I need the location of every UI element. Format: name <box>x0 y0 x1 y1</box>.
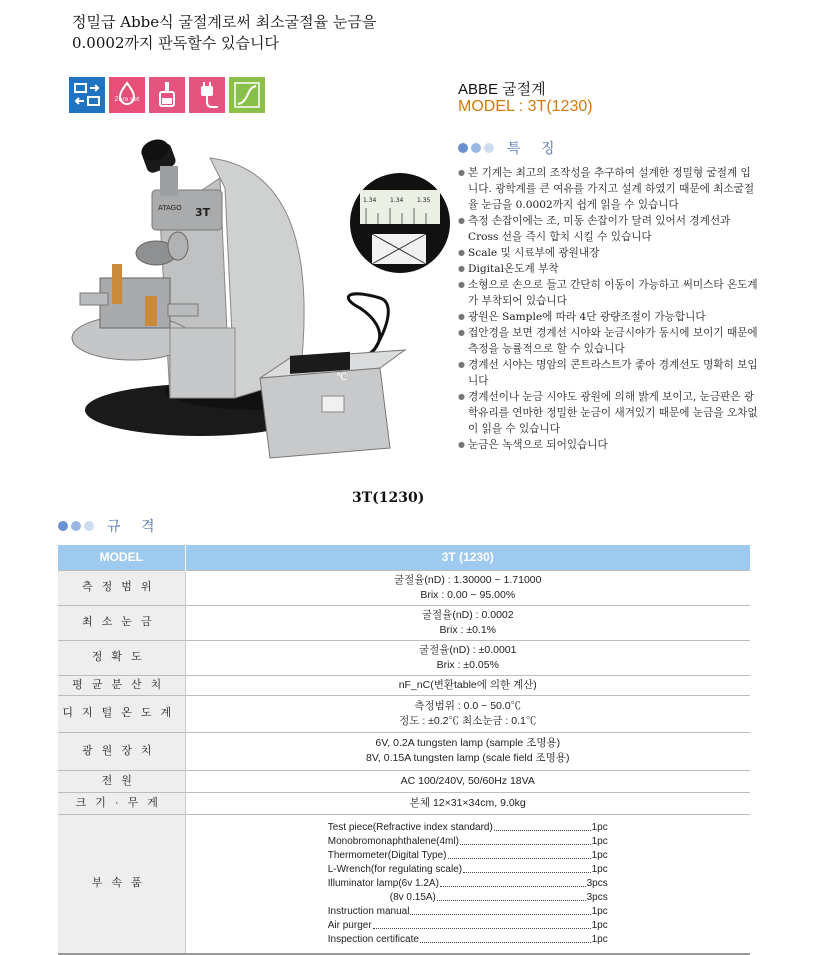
spec-key: 부속품 <box>58 814 185 954</box>
bullet-dot-icon <box>484 143 494 153</box>
accessory-name: Illuminator lamp(6v 1.2A) <box>327 877 439 889</box>
table-row <box>58 605 750 640</box>
feature-icons <box>69 77 265 113</box>
accessory-name: (8v 0.15A) <box>389 891 436 903</box>
accessory-name: Test piece(Refractive index standard) <box>327 821 493 833</box>
spec-header-row <box>58 545 750 570</box>
accessory-qty: 3pcs <box>586 877 608 889</box>
spec-key: 디지털온도계 <box>58 695 185 732</box>
dual-display-icon <box>69 77 105 113</box>
intro-text <box>72 12 492 54</box>
feature-item: ● 접안경을 보면 경계선 시야와 눈금시야가 동시에 보이기 때문에 측정을 능률적으로 할 수 있습니다 <box>458 325 758 357</box>
spec-value-line: Brix : ±0.05% <box>436 658 499 671</box>
spec-value-line: Brix : 0.00 ~ 95.00% <box>420 588 516 601</box>
spec-value-line: 측정범위 : 0.0 ~ 50.0℃ <box>414 699 522 712</box>
scale-tick-3: 1.35 <box>417 197 431 204</box>
spec-value-line: AC 100/240V, 50/60Hz 18VA <box>400 774 535 787</box>
list-item <box>328 905 608 919</box>
list-item <box>328 821 608 835</box>
power-plug-icon <box>189 77 225 113</box>
scale-tick-2: 1.34 <box>390 197 404 204</box>
spec-key: 측정범위 <box>58 570 185 605</box>
features-list <box>458 165 758 453</box>
zero-set-icon <box>109 77 145 113</box>
spec-col-value: 3T (1230) <box>185 545 750 570</box>
spec-key: 평균분산치 <box>58 675 185 695</box>
spec-value-line: 정도 : ±0.2℃ 최소눈금 : 0.1℃ <box>399 714 537 727</box>
list-item <box>328 835 608 849</box>
feature-item: ● 경계선 시야는 명암의 콘트라스트가 좋아 경계선도 명확히 보입니다 <box>458 357 758 389</box>
bullet-dot-icon <box>71 521 81 531</box>
bullet-dot-icon <box>58 521 68 531</box>
list-item <box>328 891 608 905</box>
spec-value <box>185 675 750 695</box>
list-item <box>328 849 608 863</box>
list-item <box>328 877 608 891</box>
product-photo <box>60 128 470 493</box>
accessory-name: Inspection certificate <box>327 933 419 945</box>
features-heading-label: 특 징 <box>507 141 563 157</box>
spec-value-line: 8V, 0.15A tungsten lamp (scale field 조명용) <box>366 752 570 764</box>
table-row <box>58 792 750 814</box>
table-row <box>58 675 750 695</box>
intro-line-1: 정밀급 Abbe식 굴절계로써 최소굴절율 눈금을 <box>72 13 377 31</box>
spec-value-line: nF_nC(변환table에 의한 계산) <box>398 678 537 691</box>
accessory-qty: 1pc <box>591 863 608 875</box>
accessory-name: L-Wrench(for regulating scale) <box>327 863 463 875</box>
feature-item: ● 광원은 Sample에 따라 4단 광량조절이 가능합니다 <box>458 309 758 325</box>
spec-key: 정확도 <box>58 640 185 675</box>
spec-heading <box>58 516 163 536</box>
accessory-qty: 1pc <box>591 905 608 917</box>
accessory-qty: 1pc <box>591 919 608 931</box>
features-heading <box>458 138 563 158</box>
spec-value <box>185 732 750 770</box>
spec-value <box>185 605 750 640</box>
bullet-dot-icon <box>458 143 468 153</box>
accessory-name: Monobromonaphthalene(4ml) <box>327 835 459 847</box>
spec-key: 최소눈금 <box>58 605 185 640</box>
accessory-qty: 1pc <box>591 849 608 861</box>
spec-value-line: Brix : ±0.1% <box>439 623 497 636</box>
table-row <box>58 640 750 675</box>
table-row <box>58 570 750 605</box>
zero-set-label: Zero set <box>114 96 140 103</box>
spec-key: 전원 <box>58 770 185 792</box>
spec-value <box>185 695 750 732</box>
accessory-name: Instruction manual <box>327 905 410 917</box>
feature-item: ● 눈금은 녹색으로 되어있습니다 <box>458 437 758 453</box>
spec-value <box>185 770 750 792</box>
dropper-icon <box>149 77 185 113</box>
thermometer-display: ℃ <box>336 372 348 383</box>
spec-col-model: MODEL <box>58 545 185 570</box>
product-caption: 3T(1230) <box>352 490 425 506</box>
spec-heading-label: 규 격 <box>107 519 163 535</box>
spec-key: 광원장치 <box>58 732 185 770</box>
feature-item: ● 측정 손잡이에는 조, 미동 손잡이가 달려 있어서 경계선과 Cross 선을 즉시 합치 시킬 수 있습니다 <box>458 213 758 245</box>
feature-item: ● 소형으로 손으로 들고 간단히 이동이 가능하고 써미스타 온도계가 부착되어 있습니다 <box>458 277 758 309</box>
feature-item: ● 본 기계는 최고의 조작성을 추구하여 설계한 정밀형 굴절계 입니다. 광학계를 큰 여유를 가지고 설계 하였기 때문에 최소굴절율 눈금을 0.0002까지 쉽게 읽을 수 있습니다 <box>458 165 758 213</box>
accessory-qty: 1pc <box>591 933 608 945</box>
product-title: ABBE 굴절계 <box>458 81 546 98</box>
spec-value <box>185 792 750 814</box>
spec-value <box>185 570 750 605</box>
intro-line-2: 0.0002까지 판독할수 있습니다 <box>72 34 279 52</box>
feature-item: ● 경계선이나 눈금 시야도 광원에 의해 밝게 보이고, 눈금판은 광학유리를 연마한 정밀한 눈금이 새겨있기 때문에 눈금을 오차없이 읽을 수 있습니다 <box>458 389 758 437</box>
spec-table <box>58 545 750 955</box>
accessory-name: Thermometer(Digital Type) <box>327 849 447 861</box>
accessory-qty: 1pc <box>591 821 608 833</box>
bullet-dot-icon <box>84 521 94 531</box>
curve-graph-icon <box>229 77 265 113</box>
feature-item: ● Digital온도계 부착 <box>458 261 758 277</box>
body-label: ATAGO <box>158 204 182 212</box>
accessory-qty: 3pcs <box>586 891 608 903</box>
spec-value-line: 본체 12×31×34cm, 9.0kg <box>409 796 526 809</box>
list-item <box>328 919 608 933</box>
spec-value-line: 굴절율(nD) : 1.30000 ~ 1.71000 <box>394 573 542 586</box>
bullet-dot-icon <box>471 143 481 153</box>
spec-value-line: 굴절율(nD) : ±0.0001 <box>419 643 517 656</box>
spec-key: 크기·무게 <box>58 792 185 814</box>
body-model-badge: 3T <box>195 206 211 219</box>
product-model: MODEL : 3T(1230) <box>458 98 593 115</box>
accessories-list <box>185 814 750 954</box>
spec-value-line: 굴절율(nD) : 0.0002 <box>421 608 514 621</box>
table-row <box>58 695 750 732</box>
spec-value-line: 6V, 0.2A tungsten lamp (sample 조명용) <box>375 737 561 749</box>
feature-item: ● Scale 및 시료부에 광원내장 <box>458 245 758 261</box>
table-row <box>58 770 750 792</box>
spec-value <box>185 640 750 675</box>
accessory-qty: 1pc <box>591 835 608 847</box>
scale-tick-1: 1.34 <box>363 197 377 204</box>
table-row <box>58 814 750 954</box>
list-item <box>328 863 608 877</box>
accessory-name: Air purger <box>327 919 372 931</box>
list-item <box>328 933 608 947</box>
table-row <box>58 732 750 770</box>
